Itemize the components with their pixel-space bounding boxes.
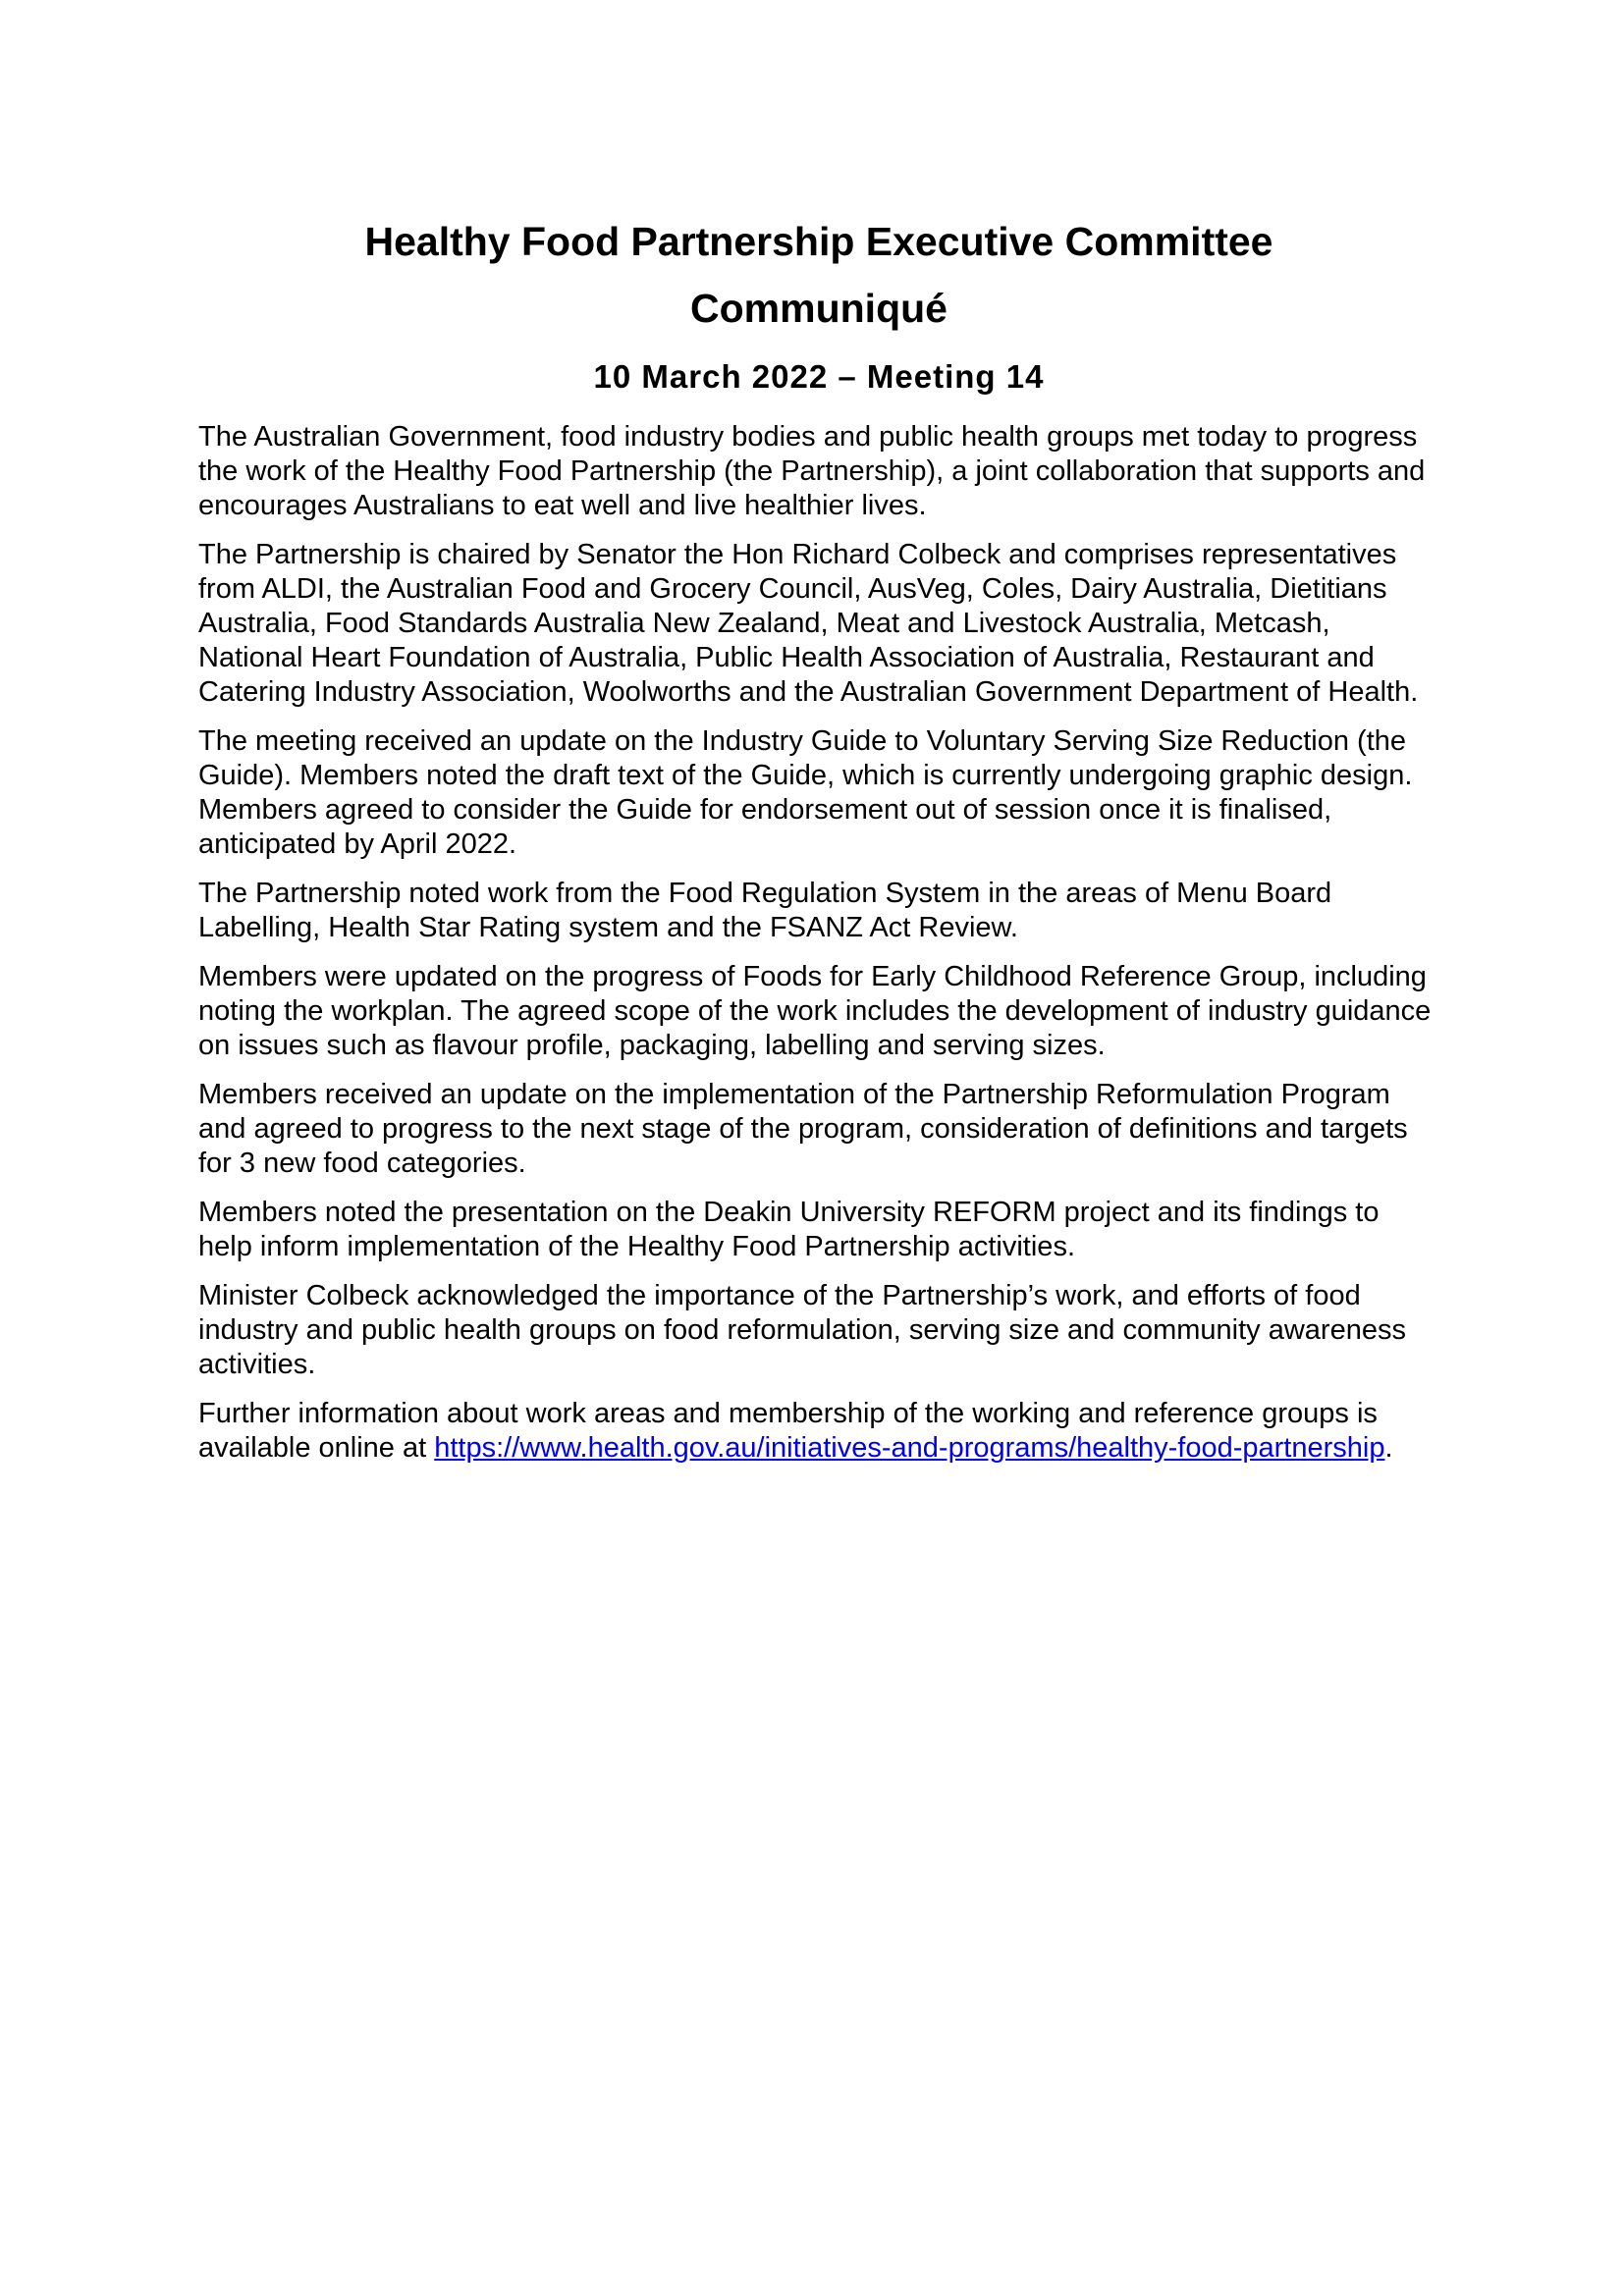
document-content <box>198 208 1439 1480</box>
communique-body <box>198 420 1439 1466</box>
meeting-date-subtitle: 10 March 2022 – Meeting 14 <box>593 358 1045 395</box>
paragraph-serving-size-guide: The meeting received an update on the Industry Guide to Voluntary Serving Size Reduction (the Guide). Members noted the draft text of the Guide, which is currently undergoing graphic design. Members agreed to consider the Guide for endorsement out of session once it is finalised, anticipated by April 2022. <box>198 725 1413 860</box>
title-line-1: Healthy Food Partnership Executive Committee <box>364 219 1273 264</box>
healthy-food-partnership-link[interactable]: https://www.health.gov.au/initiatives-and-programs/healthy-food-partnership <box>434 1432 1385 1464</box>
further-information-text: Further information about work areas and membership of the working and reference groups is available online at <box>198 1398 1378 1464</box>
paragraph-food-regulation: The Partnership noted work from the Food Regulation System in the areas of Menu Board Labelling, Health Star Rating system and the FSANZ Act Review. <box>198 878 1332 943</box>
paragraph-further-information <box>198 1397 1439 1466</box>
paragraph-minister: Minister Colbeck acknowledged the importance of the Partnership’s work, and efforts of food industry and public health groups on food reformulation, serving size and community awareness activities. <box>198 1280 1406 1380</box>
title-line-2: Communiqué <box>690 286 947 331</box>
further-information-period: . <box>1384 1432 1393 1464</box>
paragraph-intro: The Australian Government, food industry bodies and public health groups met today to progress the work of the Healthy Food Partnership (the Partnership), a joint collaboration that supports and encourages Australians to eat well and live healthier lives. <box>198 421 1426 521</box>
document-title <box>198 208 1439 342</box>
paragraph-reform-project: Members noted the presentation on the Deakin University REFORM project and its findings to help inform implementation of the Healthy Food Partnership activities. <box>198 1197 1380 1262</box>
paragraph-membership: The Partnership is chaired by Senator the Hon Richard Colbeck and comprises representatives from ALDI, the Australian Food and Grocery Council, AusVeg, Coles, Dairy Australia, Dietitians Australia, Food Standards Australia New Zealand, Meat and Livestock Australia, Metcash, National Heart Foundation of Australia, Public Health Association of Australia, Restaurant and Catering Industry Association, Woolworths and the Australian Government Department of Health. <box>198 539 1419 708</box>
paragraph-reformulation: Members received an update on the implementation of the Partnership Reformulation Program and agreed to progress to the next stage of the program, consideration of definitions and targets for 3 new food categories. <box>198 1079 1408 1179</box>
paragraph-early-childhood: Members were updated on the progress of Foods for Early Childhood Reference Group, including noting the workplan. The agreed scope of the work includes the development of industry guidance on issues such as flavour profile, packaging, labelling and serving sizes. <box>198 961 1432 1061</box>
